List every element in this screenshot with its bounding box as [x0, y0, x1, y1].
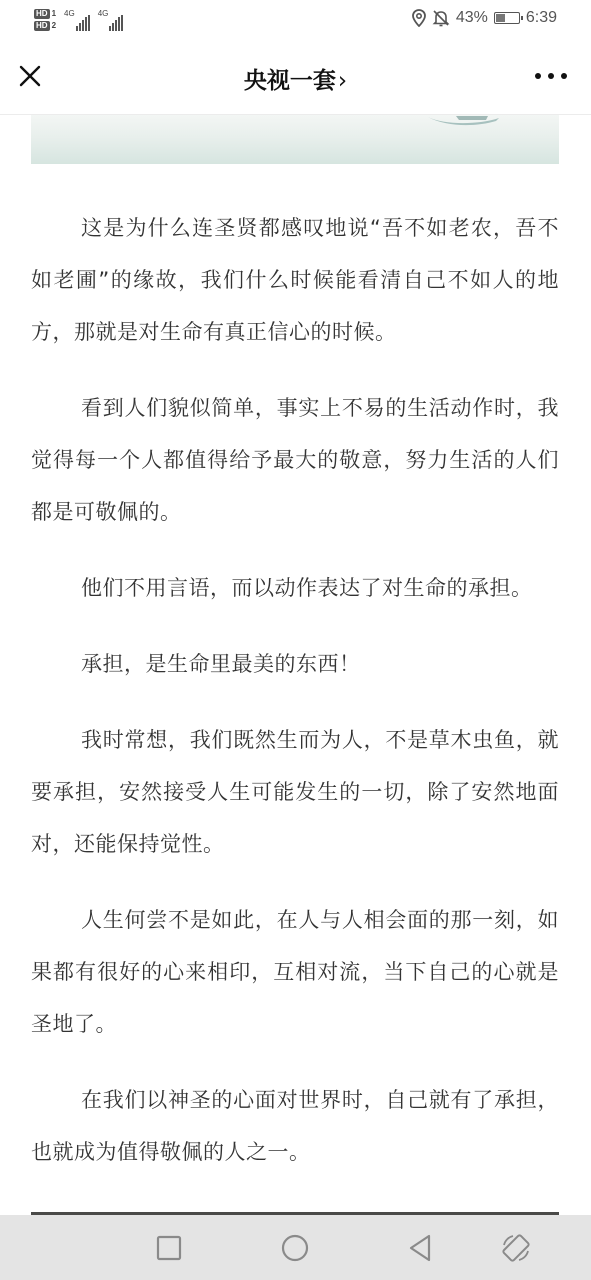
- article-paragraph: 他们不用言语，而以动作表达了对生命的承担。: [81, 576, 533, 600]
- location-icon: [412, 9, 426, 27]
- rotate-icon: [500, 1232, 532, 1264]
- hd-indicators: [34, 9, 56, 31]
- back-button[interactable]: [405, 1232, 437, 1264]
- hd1-label: HD: [36, 9, 48, 18]
- signal-bars-1-icon: [76, 15, 90, 31]
- network-type-2: 4G: [97, 9, 109, 18]
- page-title[interactable]: [0, 62, 591, 95]
- article-paragraph: 在我们以神圣的心面对世界时，自己就有了承担，也就成为值得敬佩的人之一。: [31, 1088, 559, 1164]
- article-paragraph: 我时常想，我们既然生而为人，不是草木虫鱼，就要承担，安然接受人生可能发生的一切，除了安然地面对，还能保持觉性。: [31, 728, 559, 856]
- hd2-indicator: [34, 21, 56, 31]
- clock: 6:39: [525, 9, 557, 26]
- bell-off-icon: [432, 9, 450, 27]
- home-button[interactable]: [279, 1232, 311, 1264]
- hd1-sub: 1: [51, 9, 57, 18]
- recent-apps-button[interactable]: [153, 1232, 185, 1264]
- status-bar: [0, 0, 591, 40]
- battery-icon: [494, 12, 520, 24]
- chevron-right-icon: ›: [337, 68, 348, 94]
- hd2-label: HD: [36, 21, 48, 30]
- network-type-1: 4G: [64, 9, 75, 18]
- circle-icon: [279, 1232, 311, 1264]
- hd1-indicator: [34, 9, 56, 19]
- article-paragraph: 看到人们貌似简单，事实上不易的生活动作时，我觉得每一个人都值得给予最大的敬意，努力生活的人们都是可敬佩的。: [31, 396, 559, 524]
- page-title-text: 央视一套: [243, 68, 336, 94]
- battery-fill: [496, 14, 505, 22]
- status-right: [412, 9, 557, 27]
- hd2-sub: 2: [51, 21, 57, 30]
- boat-illustration: [426, 115, 501, 127]
- article-paragraph: 这是为什么连圣贤都感叹地说“吾不如老农，吾不如老圃”的缘故，我们什么时候能看清自己不如人的地方，那就是对生命有真正信心的时候。: [31, 216, 559, 344]
- article-paragraph: 人生何尝不是如此，在人与人相会面的那一刻，如果都有很好的心来相印，互相对流，当下自己的心就是圣地了。: [31, 908, 559, 1036]
- article-body: [31, 202, 559, 1202]
- more-icon: [531, 68, 571, 84]
- battery-percent: 43%: [455, 9, 488, 26]
- signal-1: [64, 9, 90, 31]
- signal-2: [98, 9, 124, 31]
- article-image: [31, 115, 559, 164]
- nav-bar: [0, 40, 591, 115]
- rotate-button[interactable]: [500, 1232, 532, 1264]
- more-button[interactable]: [531, 68, 571, 84]
- status-left: [34, 5, 123, 35]
- square-icon: [153, 1232, 185, 1264]
- article-paragraph: 承担，是生命里最美的东西！: [81, 652, 361, 676]
- triangle-back-icon: [405, 1232, 437, 1264]
- system-nav-bar: [0, 1215, 591, 1280]
- signal-bars-2-icon: [109, 15, 123, 31]
